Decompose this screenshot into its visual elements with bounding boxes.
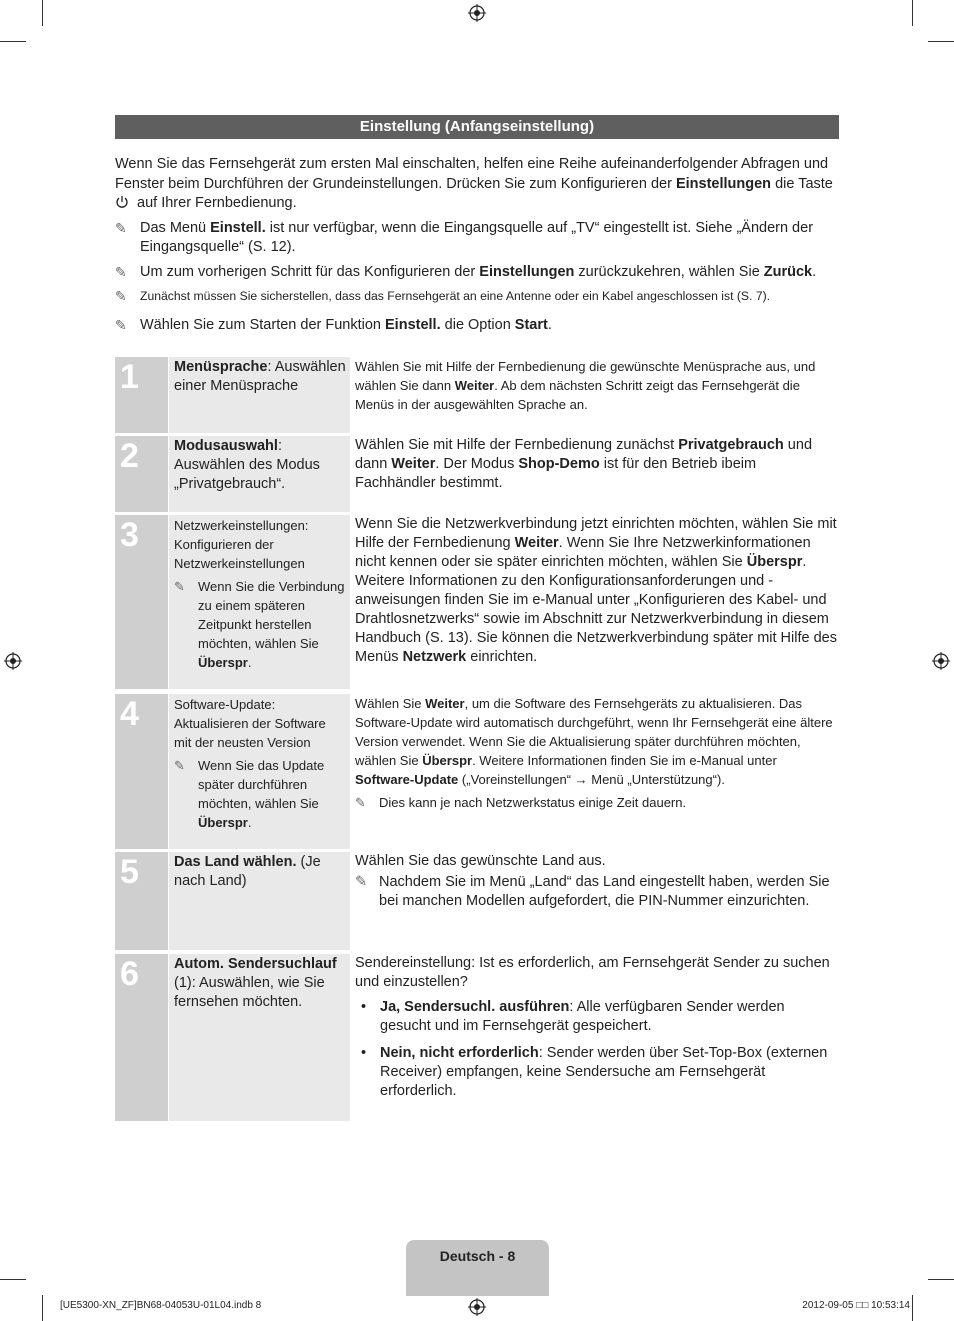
intro-bold: Einstellungen [675, 175, 772, 192]
pencil-note-icon: ✎ [115, 316, 127, 333]
step-title-cell [169, 852, 350, 950]
registration-mark-icon [932, 652, 950, 670]
list-item: • Ja, Sendersuchl. ausführen: Alle verfügbaren Sender werden gesucht und im Fernsehgerät gespeichert. [361, 999, 785, 1034]
crop-mark [0, 1279, 26, 1280]
print-timestamp: 2012-09-05 □□ 10:53:14 [802, 1300, 910, 1311]
step-title-cell [169, 694, 350, 849]
pencil-note-icon: ✎ [355, 874, 368, 890]
intro-text-after: die Taste [771, 175, 833, 192]
crop-mark [912, 0, 913, 26]
step-description: Wählen Sie mit Hilfe der Fernbedienung die gewünschte Menüsprache aus, und wählen Sie dann Weiter. Ab dem nächsten Schritt zeigt das Fernsehgerät die Menüs in der ausgewählten Sprache an. [355, 359, 816, 412]
registration-mark-icon [468, 1298, 486, 1316]
pencil-note-icon: ✎ [174, 758, 185, 773]
step-description: Wählen Sie Weiter, um die Software des Fernsehgeräts zu aktualisieren. Das Software-Update wird automatisch durchgeführt, wenn Ihr Fernsehgerät eine ältere Version verwendet. Wenn Sie die Aktualisierung später durchführen möchten, wählen Sie Überspr. Weitere Informationen finden Sie im e-Manual unter Software-Update („Voreinstellungen“ → Menü „Unterstützung“). ✎ Dies kann je nach Netzwerkstatus einige Zeit dauern. [355, 694, 837, 812]
step-title-cell [169, 436, 350, 512]
step-row-4 [115, 694, 839, 849]
print-file-info: [UE5300-XN_ZF]BN68-04053U-01L04.indb 8 [60, 1300, 262, 1311]
registration-mark-icon [468, 4, 486, 22]
note-item: ✎ Um zum vorherigen Schritt für das Konfigurieren der Einstellungen zurückzukehren, wählen Sie Zurück. [115, 263, 839, 283]
option-list [355, 998, 837, 1101]
pencil-note-icon: ✎ [115, 288, 127, 304]
step-note: ✎ Nachdem Sie im Menü „Land“ das Land eingestellt haben, werden Sie bei manchen Modellen aufgefordert, die PIN-Nummer einzurichten. [355, 874, 830, 909]
step-title-cell [169, 357, 350, 433]
step-subtitle: : Aktualisieren der Software mit der neusten Version [174, 697, 326, 750]
step-row-5 [115, 852, 839, 950]
pencil-note-icon: ✎ [174, 579, 185, 594]
step-description: Sendereinstellung: Ist es erforderlich, am Fernsehgerät Sender zu suchen und einzustellen? • Ja, Sendersuchl. ausführen: Alle verfügbaren Sender werden gesucht und im Fernsehgerät gespeichert. • Nein, nicht erforderlich: Sender werden über Set-Top-Box (externen Receiver) empfangen, keine Sendersuche am Fernsehgerät erforderlich. [355, 954, 837, 1109]
crop-mark [42, 1295, 43, 1321]
pencil-note-icon: ✎ [355, 795, 366, 810]
step-row-2 [115, 436, 839, 512]
step-title: Software-Update [174, 697, 272, 712]
step-number: 6 [115, 954, 168, 1121]
step-number: 1 [115, 357, 168, 433]
step-title: Autom. Sendersuchlauf [174, 956, 337, 972]
crop-mark [0, 41, 26, 42]
step-number: 5 [115, 852, 168, 950]
step-number: 2 [115, 436, 168, 512]
note-item: ✎ Das Menü Einstell. ist nur verfügbar, wenn die Eingangsquelle auf „TV“ eingestellt ist. Siehe „Ändern der Eingangsquelle“ (S. 12). [115, 219, 814, 255]
step-number: 4 [115, 694, 168, 849]
crop-mark [928, 41, 954, 42]
bullet-icon: • [361, 999, 367, 1015]
step-row-1 [115, 357, 839, 433]
intro-text-end: auf Ihrer Fernbedienung. [133, 195, 297, 211]
note-item: ✎ Zunächst müssen Sie sicherstellen, dass das Fernsehgerät an eine Antenne oder ein Kabel angeschlossen ist (S. 7). [115, 287, 839, 307]
step-row-3 [115, 515, 839, 689]
step-title-cell [169, 515, 350, 689]
pencil-note-icon: ✎ [115, 263, 127, 280]
page-number-tab: Deutsch - 8 [406, 1240, 549, 1296]
intro-section [115, 155, 839, 335]
step-description: Wenn Sie die Netzwerkverbindung jetzt einrichten möchten, wählen Sie mit Hilfe der Fernbedienung Weiter. Wenn Sie Ihre Netzwerkinformationen nicht kennen oder sie später einrichten möchten, wählen Sie Überspr. Weitere Informationen zu den Konfigurationsanforderungen und -anweisungen finden Sie im e-Manual unter „Konfigurieren des Kabel- und Drahtlosnetzwerks“ sowie im Abschnitt zur Netzwerkverbindung in diesem Handbuch (S. 13). Sie können die Netzwerkverbindung später mit Hilfe des Menüs Netzwerk einrichten. [355, 516, 837, 665]
step-number: 3 [115, 515, 168, 689]
list-item: • Nein, nicht erforderlich: Sender werden über Set-Top-Box (externen Receiver) empfangen, keine Sendersuche am Fernsehgerät erforderlich. [361, 1045, 828, 1099]
step-title: Das Land wählen. [174, 854, 297, 870]
step-note: ✎ Dies kann je nach Netzwerkstatus einige Zeit dauern. [355, 795, 687, 810]
power-icon [115, 195, 129, 209]
step-subtitle: : Konfigurieren der Netzwerkeinstellungen [174, 518, 309, 571]
step-subtitle: (Je nach Land) [174, 854, 321, 889]
step-title: Netzwerkeinstellungen [174, 518, 305, 533]
registration-mark-icon [4, 652, 22, 670]
note-item: ✎ Wählen Sie zum Starten der Funktion Einstell. die Option Start. [115, 316, 839, 336]
step-note: ✎ Wenn Sie das Update später durchführen möchten, wählen Sie Überspr. [174, 758, 325, 830]
step-description: Wählen Sie das gewünschte Land aus. ✎ Nachdem Sie im Menü „Land“ das Land eingestellt haben, werden Sie bei manchen Modellen aufgefordert, die PIN-Nummer einzurichten. [355, 852, 837, 911]
step-title: Menüsprache [174, 359, 268, 375]
step-row-6 [115, 954, 839, 1121]
step-subtitle: : Auswählen des Modus „Privatgebrauch“. [174, 438, 320, 492]
intro-paragraph [115, 155, 839, 214]
pencil-note-icon: ✎ [115, 219, 127, 236]
crop-mark [912, 1295, 913, 1321]
step-subtitle: (1): Auswählen, wie Sie fernsehen möchten. [174, 975, 325, 1010]
step-subtitle: : Auswählen einer Menüsprache [174, 359, 346, 394]
section-title: Einstellung (Anfangseinstellung) [115, 115, 839, 139]
bullet-icon: • [361, 1045, 367, 1061]
step-title: Modusauswahl [174, 438, 278, 454]
intro-text: Wenn Sie das Fernsehgerät zum ersten Mal einschalten, helfen eine Reihe aufeinanderfolgender Abfragen und Fenster beim Durchführen der Grundeinstellungen. Drücken Sie zum Konfigurieren der [115, 156, 829, 192]
step-note: ✎ Wenn Sie die Verbindung zu einem späteren Zeitpunkt herstellen möchten, wählen Sie Überspr. [174, 579, 345, 670]
crop-mark [42, 0, 43, 26]
step-title-cell [169, 954, 350, 1121]
step-description: Wählen Sie mit Hilfe der Fernbedienung zunächst Privatgebrauch und dann Weiter. Der Modus Shop-Demo ist für den Betrieb ibeim Fachhändler bestimmt. [355, 437, 813, 491]
crop-mark [928, 1279, 954, 1280]
